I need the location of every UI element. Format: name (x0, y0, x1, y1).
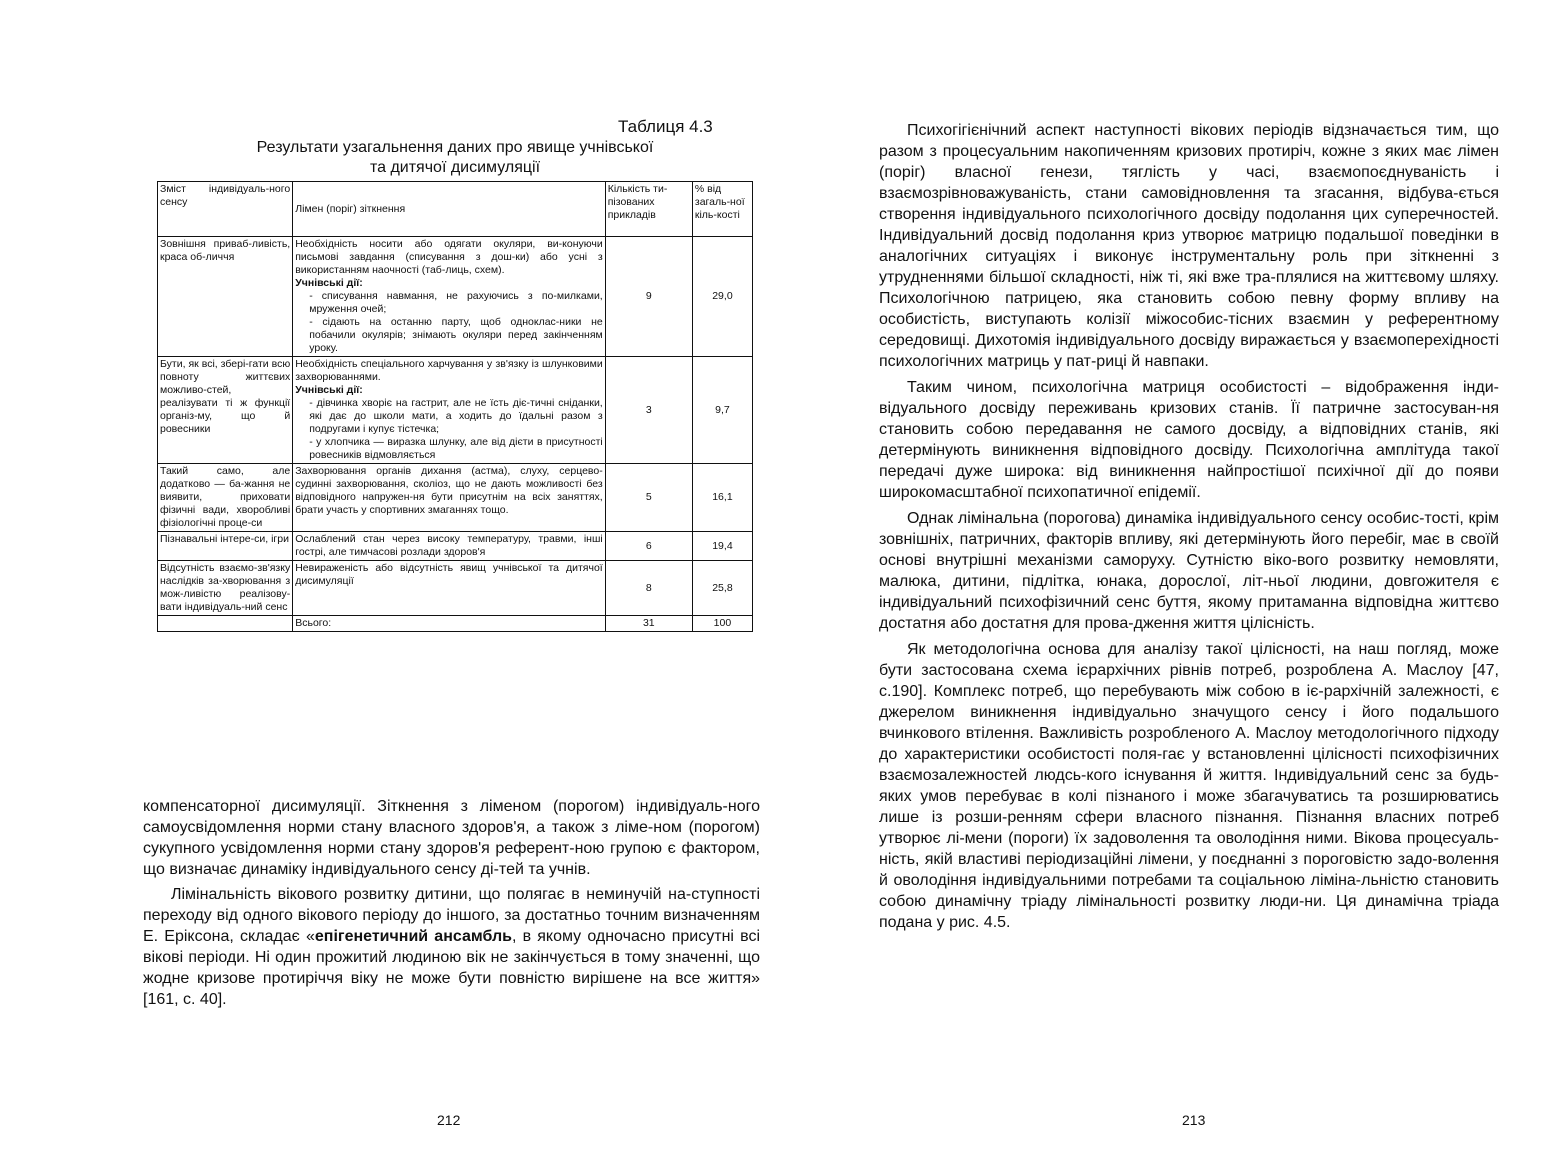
row-percent: 25,8 (692, 561, 752, 616)
actions-label: Учнівські дії: (295, 277, 363, 289)
paragraph-text: Лімінальність вікового розвитку дитини, що полягає в неминучій на-ступності переходу від одного вікового періоду до іншого, за достатньо точним визначенням Е. Еріксона, складає « (143, 886, 760, 945)
header-limen: Лімен (поріг) зіткнення (293, 182, 606, 237)
total-percent: 100 (692, 616, 752, 632)
table-row (158, 357, 753, 464)
table-caption: Таблиця 4.3 (618, 117, 713, 136)
row-percent: 19,4 (692, 532, 752, 561)
results-table (157, 181, 753, 632)
row-count: 3 (605, 357, 692, 464)
row-percent: 9,7 (692, 357, 752, 464)
total-empty-cell (158, 616, 293, 632)
page-number: 213 (1182, 1112, 1206, 1128)
table-title-line1: Результати узагальнення даних про явище учнівської (256, 139, 654, 156)
row-limen (293, 237, 606, 357)
action-item: - сідають на останню парту, щоб одноклас-ники не побачили окулярів; знімають окуляри перед закінченням уроку. (309, 316, 603, 354)
row-limen (293, 357, 606, 464)
total-label: Всього: (293, 616, 606, 632)
table-header-row (158, 182, 753, 237)
header-count: Кількість ти-пізованих прикладів (605, 182, 692, 237)
row-limen: Захворювання органів дихання (астма), слуху, серцево-судинні захворювання, сколіоз, що не дають можливості без відповідного напружен-ня бути присутнім на всіх заняттях, брати участь у спортивних змаганнях тощо. (293, 464, 606, 532)
row-count: 8 (605, 561, 692, 616)
row-limen: Ослаблений стан через високу температуру, травми, інші гострі, але тимчасові розлади здоров'я (293, 532, 606, 561)
row-count: 9 (605, 237, 692, 357)
paragraph: Таким чином, психологічна матриця особистості – відображення інди-відуального досвіду переживань кризових станів. Її патричне застосуван-ня становить собою передавання не самого досвіду, а відповідних станів, які детермінують виникнення відповідного досвіду. Психологічна амплітуда такої передачі дуже широка: від виникнення найпростішої психічної дії до появи широкомасштабної психопатичної епідемії. (879, 379, 1499, 501)
table-title (157, 138, 753, 178)
table-row (158, 237, 753, 357)
table-row (158, 532, 753, 561)
actions-label: Учнівські дії: (295, 384, 363, 396)
header-percent: % від загаль-ної кіль-кості (692, 182, 752, 237)
limen-text: Необхідність спеціального харчування у зв'язку із шлунковими захворюваннями. (295, 358, 603, 383)
row-count: 5 (605, 464, 692, 532)
row-count: 6 (605, 532, 692, 561)
paragraph: компенсаторної дисимуляції. Зіткнення з ліменом (порогом) індивідуаль-ного самоусвідомлення норми стану власного здоров'я, а також з ліме-ном (порогом) сукупного усвідомлення норми стану здоров'я референт-ною групою є фактором, що визначає динаміку індивідуального сенсу ді-тей та учнів. (143, 798, 760, 878)
header-content: Зміст індивідуаль-ного сенсу (158, 182, 293, 237)
right-page (781, 0, 1563, 1168)
page-number: 212 (437, 1112, 461, 1128)
paragraph: Як методологічна основа для аналізу такої цілісності, на наш погляд, може бути застосована схема ієрархічних рівнів потреб, розроблена А. Маслоу [47, с.190]. Комплекс потреб, що перебувають між собою в іє-рархічній залежності, є джерелом виникнення індивідуально значущого сенсу і його подальшого вчинкового втілення. Важливість розробленого А. Маслоу методологічного підходу до характеристики особистості поля-гає у встановленні цілісності психофізичних взаємозалежностей людсь-кого існування й життя. Індивідуальний сенс за будь-яких умов перебуває в колі пізнаного і може збагачуватись та розширюватись лише із розши-ренням сфери власного пізнання. Пізнання власних потреб утворює лі-мени (пороги) їх задоволення та оволодіння ними. Вікова процесуаль-ність, якій властиві періодизаційні лімени, у поєднанні з пороговістю задо-волення й оволодіння індивідуальними потребами та соціальною лiміна-льністю становить собою динамічну тріаду лімінальності розвитку люди-ни. Ця динамічна тріада подана у рис. 4.5. (879, 641, 1499, 931)
left-body-text (143, 796, 760, 1014)
left-page (0, 0, 781, 1168)
row-content: Зовнішня приваб-ливість, краса об-личчя (158, 237, 293, 357)
table-title-line2: та дитячої дисимуляції (369, 159, 541, 176)
paragraph: Однак лімінальна (порогова) динаміка індивідуального сенсу особис-тості, крім зовнішніх, патричних, факторів впливу, які детермінують його перебіг, має в своїй основі внутрішні механізми саморуху. Сутністю віко-вого розвитку немовляти, малюка, дитини, підлітка, юнака, дорослої, літ-ньої людини, довгожителя є індивідуальний психофізичний сенс буття, якому притаманна відповідна життєво достатня або достатня для прова-дження життя цілісність. (879, 510, 1499, 632)
row-content: Пізнавальні інтере-си, ігри (158, 532, 293, 561)
row-content: Такий само, але додатково — ба-жання не виявити, приховати фізичні вади, хворобливі фізіологічні проце-си (158, 464, 293, 532)
right-body-text (879, 120, 1499, 938)
table-row (158, 561, 753, 616)
total-count: 31 (605, 616, 692, 632)
limen-text: Необхідність носити або одягати окуляри, ви-конуючи письмові завдання (списування з дош-ки) або усні з використанням наочності (таб-лиць, схем). (295, 238, 603, 276)
row-percent: 16,1 (692, 464, 752, 532)
row-percent: 29,0 (692, 237, 752, 357)
action-item: - у хлопчика — виразка шлунку, але від дієти в присутності ровесників відмовляється (309, 436, 603, 461)
action-item: - списування навмання, не рахуючись з по-милками, мруження очей; (309, 290, 603, 315)
paragraph: Психогігієнічний аспект наступності вікових періодів відзначається тим, що разом з процесуальним накопиченням кризових протиріч, кожне з яких має лімен (поріг) власної генези, тяглість у часі, взаємопоєднуваність і взаємозрівноважуваність, стани самовідновлення та згасання, відбува-ється створення індивідуального психологічного досвіду подолання цих суперечностей. Індивідуальний досвід подолання криз утворює матрицю подальшої поведінки в аналогічних ситуаціях і виконує інструментальну роль при зіткненні з утрудненнями більшої складності, ніж ті, які вже тра-плялися на життєвому шляху. Психологічною патрицею, яка становить собою певну форму впливу на особистість, виступають колізії міжособис-тісних взаємин у референтному середовищі. Дихотомія індивідуального досвіду виражається у взаємоперехідності психологічних матриць у пат-риці й навпаки. (879, 122, 1499, 370)
table-row (158, 464, 753, 532)
paragraph (143, 884, 760, 1010)
bold-term: епігенетичний ансамбль (314, 928, 512, 945)
paragraph-text: , в якому одночасно присутні всі вікові періоди. Ні один прожитий людиною вік не закінчується в тому значенні, що жодне кризове протиріччя віку не може бути повністю вирішене на все життя» [161, с. 40]. (143, 928, 761, 1008)
row-content: Бути, як всі, збері-гати всю повноту життєвих можливо-стей, реалізувати ті ж функції організ-му, що й ровесники (158, 357, 293, 464)
row-content: Відсутність взаємо-зв'язку наслідків за-хворювання з мож-ливістю реалізову-вати індивідуаль-ний сенс (158, 561, 293, 616)
action-item: - дівчинка хворіє на гастрит, але не їсть діє-тичні сніданки, які дає до школи мати, а ходить до їдальні разом з подругами і купує тістечка; (309, 397, 603, 435)
row-limen: Невираженість або відсутність явищ учнівської та дитячої дисимуляції (293, 561, 606, 616)
table-total-row (158, 616, 753, 632)
